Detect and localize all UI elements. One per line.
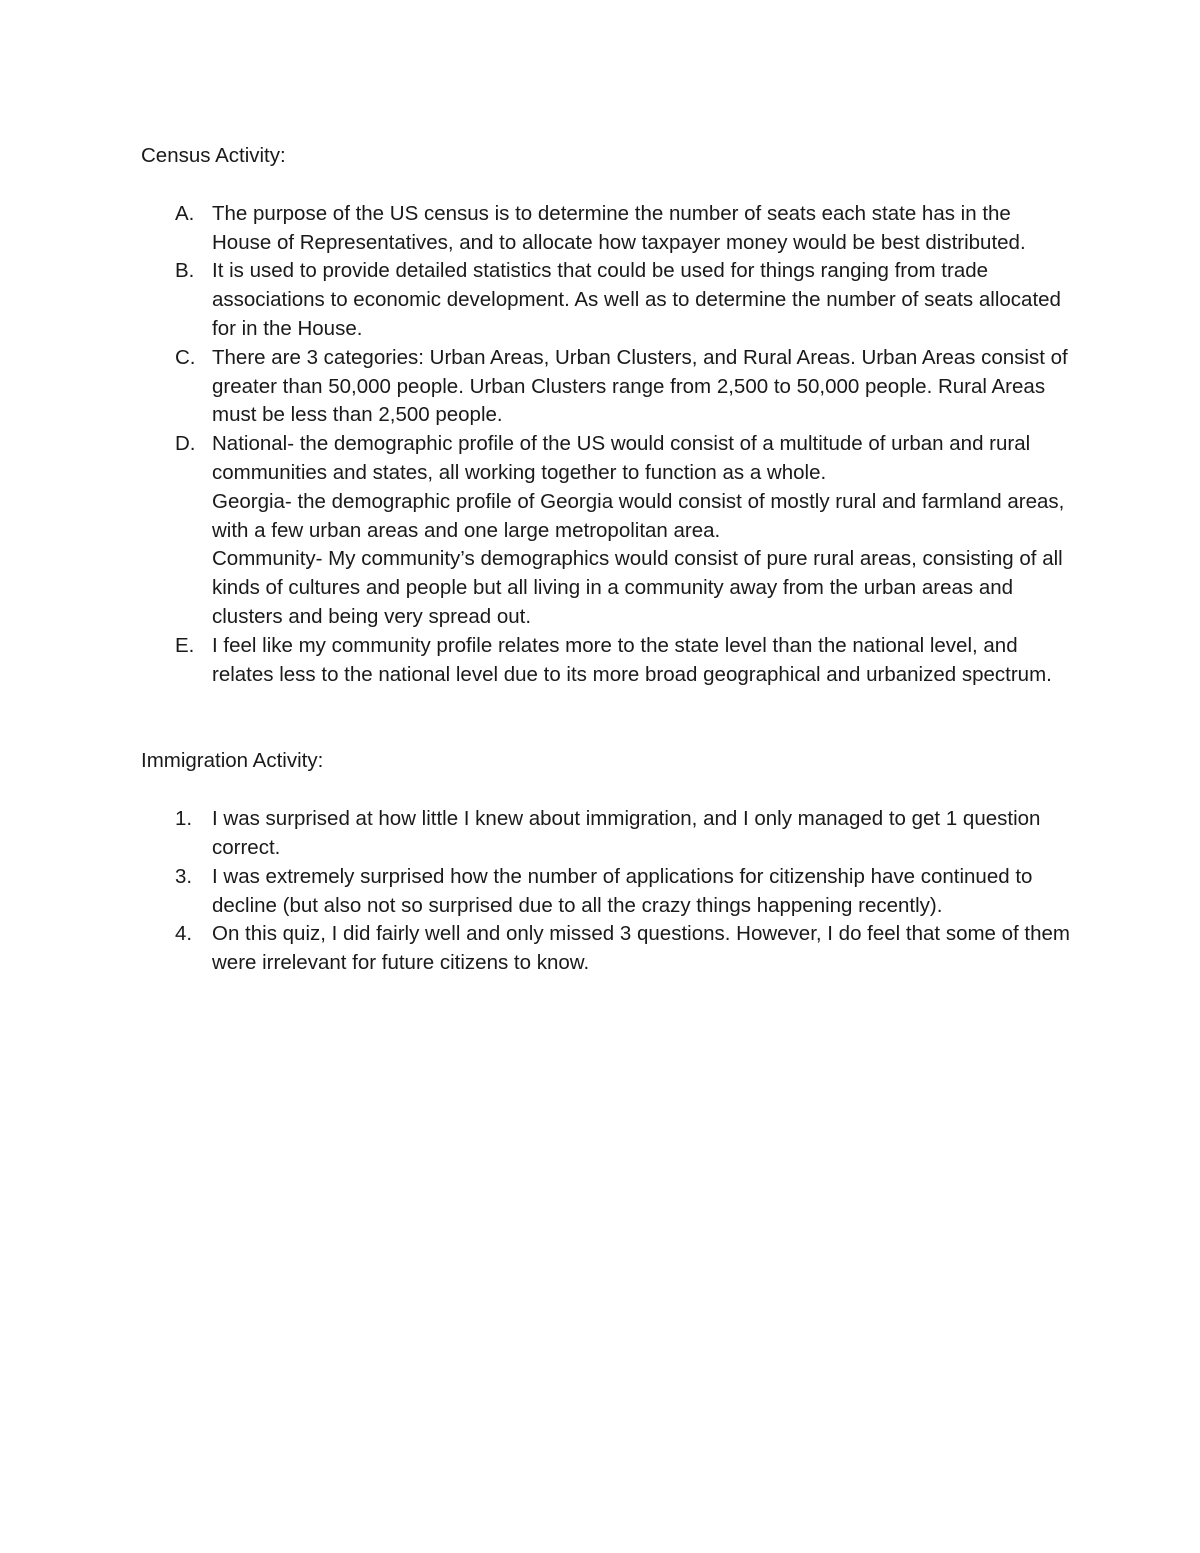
census-answer-c: There are 3 categories: Urban Areas, Urban Clusters, and Rural Areas. Urban Areas consist of greater than 50,000 people. Urban Clusters range from 2,500 to 50,000 people. Rural Areas must be less than 2,500 people. (212, 345, 1068, 427)
census-answer-d-georgia: Georgia- the demographic profile of Georgia would consist of mostly rural and farmland areas, with a few urban areas and one large metropolitan area. (212, 489, 1065, 542)
immigration-item-1 (141, 805, 1071, 863)
list-marker: 4. (175, 922, 193, 946)
census-item-b (141, 257, 1071, 343)
census-item-d (141, 430, 1071, 632)
census-item-e (141, 632, 1071, 690)
census-answer-a: The purpose of the US census is to determine the number of seats each state has in the House of Representatives, and to allocate how taxpayer money would be best distributed. (212, 201, 1026, 254)
immigration-item-4 (141, 920, 1071, 978)
list-marker: A. (175, 201, 195, 225)
census-answer-b: It is used to provide detailed statistics that could be used for things ranging from trade associations to economic development. As well as to determine the number of seats allocated for in the House. (212, 259, 1061, 340)
list-marker: B. (175, 259, 195, 283)
list-marker: D. (175, 432, 196, 456)
census-item-c (141, 344, 1071, 430)
list-marker: 3. (175, 864, 193, 888)
list-marker: 1. (175, 807, 193, 831)
document-body (141, 142, 1071, 978)
census-item-a (141, 200, 1071, 258)
section-spacer (141, 689, 1071, 747)
census-answer-d-national: National- the demographic profile of the US would consist of a multitude of urban and rural communities and states, all working together to function as a whole. (212, 432, 1031, 484)
census-heading: Census Activity: (141, 144, 286, 167)
list-marker: E. (175, 633, 195, 657)
census-answer-e: I feel like my community profile relates more to the state level than the national level, and relates less to the national level due to its more broad geographical and urbanized spectrum. (212, 633, 1052, 686)
census-list (141, 200, 1071, 690)
immigration-answer-4: On this quiz, I did fairly well and only missed 3 questions. However, I do feel that some of them were irrelevant for future citizens to know. (212, 922, 1071, 975)
list-marker: C. (175, 345, 196, 369)
immigration-heading: Immigration Activity: (141, 749, 324, 773)
census-answer-d-community: Community- My community’s demographics would consist of pure rural areas, consisting of all kinds of cultures and people but all living in a community away from the urban areas and clusters and being very spread out. (212, 547, 1063, 628)
immigration-answer-3: I was extremely surprised how the number of applications for citizenship have continued to decline (but also not so surprised due to all the crazy things happening recently). (212, 864, 1033, 917)
immigration-item-3 (141, 863, 1071, 921)
immigration-answer-1: I was surprised at how little I knew about immigration, and I only managed to get 1 question correct. (212, 807, 1041, 859)
immigration-list (141, 805, 1071, 978)
